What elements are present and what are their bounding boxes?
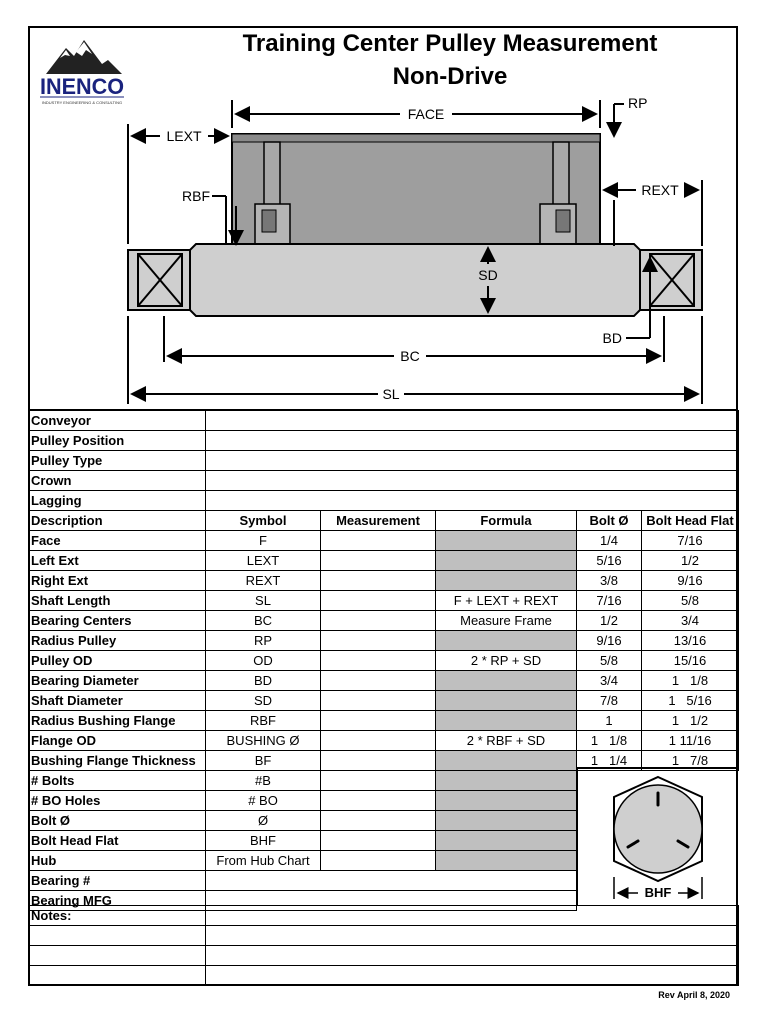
row-symbol: REXT: [206, 571, 321, 591]
table-row: [29, 611, 739, 631]
header-description: Description: [29, 511, 206, 531]
header-symbol: Symbol: [206, 511, 321, 531]
row-description: Bolt Ø: [29, 811, 206, 831]
info-value-field[interactable]: [206, 431, 739, 451]
info-value-field[interactable]: [206, 411, 739, 431]
info-row: [29, 431, 739, 451]
notes-field[interactable]: [206, 906, 739, 926]
measurement-field[interactable]: [321, 711, 436, 731]
bolt-size: 9/16: [577, 631, 642, 651]
bolt-head-flat: 3/4: [642, 611, 739, 631]
bhf-label: BHF: [644, 885, 672, 900]
measurement-field[interactable]: [321, 831, 436, 851]
header-formula: Formula: [436, 511, 577, 531]
measurement-field[interactable]: [321, 551, 436, 571]
info-label: Crown: [29, 471, 206, 491]
notes-row: [29, 906, 739, 926]
measurement-field[interactable]: [321, 811, 436, 831]
row-description: Shaft Diameter: [29, 691, 206, 711]
row-description: Radius Pulley: [29, 631, 206, 651]
notes-label: Notes:: [29, 906, 206, 926]
table-row: [29, 551, 739, 571]
measurement-field[interactable]: [321, 591, 436, 611]
row-description: # Bolts: [29, 771, 206, 791]
table-row: [29, 711, 739, 731]
measurement-field[interactable]: [321, 791, 436, 811]
row-symbol: RBF: [206, 711, 321, 731]
table-header-row: [29, 511, 739, 531]
info-label: Pulley Position: [29, 431, 206, 451]
row-description: Bearing Centers: [29, 611, 206, 631]
table-row: [29, 651, 739, 671]
row-formula: [436, 851, 577, 871]
row-formula: [436, 771, 577, 791]
row-description: Face: [29, 531, 206, 551]
measurement-field[interactable]: [321, 751, 436, 771]
row-symbol: SD: [206, 691, 321, 711]
row-formula: [436, 791, 577, 811]
pulley-diagram: [0, 0, 768, 410]
notes-table: [28, 905, 739, 986]
bolt-size: 5/8: [577, 651, 642, 671]
measurement-field[interactable]: [321, 651, 436, 671]
row-formula: F + LEXT + REXT: [436, 591, 577, 611]
row-symbol: # BO: [206, 791, 321, 811]
measurement-field[interactable]: [321, 571, 436, 591]
row-symbol: F: [206, 531, 321, 551]
label-rext: REXT: [641, 182, 679, 198]
row-description: Right Ext: [29, 571, 206, 591]
row-symbol: Ø: [206, 811, 321, 831]
label-bd: BD: [602, 330, 622, 346]
table-row: [29, 731, 739, 751]
header-bolt: Bolt Ø: [577, 511, 642, 531]
row-description: Radius Bushing Flange: [29, 711, 206, 731]
notes-field[interactable]: [206, 946, 739, 966]
header-bolt-head-flat: Bolt Head Flat: [642, 511, 739, 531]
measurement-field[interactable]: [321, 671, 436, 691]
bolt-head-flat: 1 1/2: [642, 711, 739, 731]
row-symbol: BC: [206, 611, 321, 631]
row-description: # BO Holes: [29, 791, 206, 811]
row-formula: [436, 831, 577, 851]
table-row: [29, 671, 739, 691]
table-row: [29, 591, 739, 611]
title-line-1: Training Center Pulley Measurement: [242, 30, 658, 57]
bolt-size: 7/8: [577, 691, 642, 711]
row-symbol: BD: [206, 671, 321, 691]
bolt-head-flat: 1 1/8: [642, 671, 739, 691]
notes-field[interactable]: [206, 966, 739, 986]
row-formula: 2 * RP + SD: [436, 651, 577, 671]
info-value-field[interactable]: [206, 451, 739, 471]
row-description: Pulley OD: [29, 651, 206, 671]
title-line-2: Non-Drive: [392, 63, 508, 90]
table-row: [29, 571, 739, 591]
label-lext: LEXT: [166, 128, 202, 144]
measurement-field[interactable]: [321, 691, 436, 711]
bolt-head-flat: 1 5/16: [642, 691, 739, 711]
row-description: Bearing Diameter: [29, 671, 206, 691]
row-formula: [436, 711, 577, 731]
bolt-size: 7/16: [577, 591, 642, 611]
row-formula: [436, 691, 577, 711]
bolt-size: 5/16: [577, 551, 642, 571]
row-value-field[interactable]: [206, 871, 577, 891]
bolt-head-icon: [578, 769, 738, 905]
row-formula: [436, 811, 577, 831]
bolt-head-flat: 15/16: [642, 651, 739, 671]
row-formula: [436, 631, 577, 651]
row-symbol: #B: [206, 771, 321, 791]
row-formula: [436, 551, 577, 571]
bolt-head-flat: 1 11/16: [642, 731, 739, 751]
row-symbol: LEXT: [206, 551, 321, 571]
measurement-field[interactable]: [321, 611, 436, 631]
info-label: Lagging: [29, 491, 206, 511]
bolt-size: 1 1/8: [577, 731, 642, 751]
info-value-field[interactable]: [206, 491, 739, 511]
notes-row: [29, 926, 739, 946]
row-symbol: BF: [206, 751, 321, 771]
notes-row: [29, 946, 739, 966]
row-symbol: SL: [206, 591, 321, 611]
bolt-size: 1: [577, 711, 642, 731]
row-symbol: RP: [206, 631, 321, 651]
label-rp: RP: [628, 95, 648, 111]
bolt-head-flat: 1 7/8: [642, 751, 739, 771]
revision-date: Rev April 8, 2020: [658, 990, 730, 1000]
row-description: Left Ext: [29, 551, 206, 571]
measurement-field[interactable]: [321, 631, 436, 651]
row-description: Bearing #: [29, 871, 206, 891]
info-row: [29, 411, 739, 431]
bolt-size: 3/8: [577, 571, 642, 591]
info-row: [29, 451, 739, 471]
row-formula: [436, 531, 577, 551]
measurement-field[interactable]: [321, 851, 436, 871]
row-symbol: From Hub Chart: [206, 851, 321, 871]
bolt-head-flat: 1/2: [642, 551, 739, 571]
pulley-info-table: [28, 410, 739, 511]
bolt-head-flat: 5/8: [642, 591, 739, 611]
table-row: [29, 531, 739, 551]
bolt-size: 1 1/4: [577, 751, 642, 771]
label-face: FACE: [407, 106, 445, 122]
row-formula: Measure Frame: [436, 611, 577, 631]
row-formula: [436, 751, 577, 771]
header-measurement: Measurement: [321, 511, 436, 531]
measurement-field[interactable]: [321, 771, 436, 791]
row-description: Flange OD: [29, 731, 206, 751]
row-description: Hub: [29, 851, 206, 871]
label-sd: SD: [478, 267, 498, 283]
row-formula: [436, 671, 577, 691]
row-symbol: BUSHING Ø: [206, 731, 321, 751]
bolt-size: 3/4: [577, 671, 642, 691]
table-row: [29, 631, 739, 651]
bolt-head-flat: 13/16: [642, 631, 739, 651]
info-row: [29, 491, 739, 511]
table-row: [29, 691, 739, 711]
row-symbol: OD: [206, 651, 321, 671]
info-label: Conveyor: [29, 411, 206, 431]
bolt-size: 1/4: [577, 531, 642, 551]
row-formula: 2 * RBF + SD: [436, 731, 577, 751]
label-bc: BC: [400, 348, 420, 364]
label-rbf: RBF: [182, 188, 210, 204]
row-symbol: BHF: [206, 831, 321, 851]
measurement-field[interactable]: [321, 731, 436, 751]
row-formula: [436, 571, 577, 591]
notes-row: [29, 966, 739, 986]
row-description: Bushing Flange Thickness: [29, 751, 206, 771]
bolt-head-flat: 9/16: [642, 571, 739, 591]
measurement-field[interactable]: [321, 531, 436, 551]
row-description: Bearing MFG: [29, 891, 206, 911]
label-sl: SL: [382, 386, 400, 402]
notes-field[interactable]: [206, 926, 739, 946]
logo-tagline: INDUSTRY ENGINEERING & CONSULTING: [41, 100, 123, 105]
bolt-head-flat: 7/16: [642, 531, 739, 551]
row-description: Shaft Length: [29, 591, 206, 611]
bolt-size: 1/2: [577, 611, 642, 631]
logo-text: INENCO: [40, 74, 124, 99]
row-description: Bolt Head Flat: [29, 831, 206, 851]
bolt-head-illustration: [577, 767, 738, 905]
info-value-field[interactable]: [206, 471, 739, 491]
info-label: Pulley Type: [29, 451, 206, 471]
info-row: [29, 471, 739, 491]
